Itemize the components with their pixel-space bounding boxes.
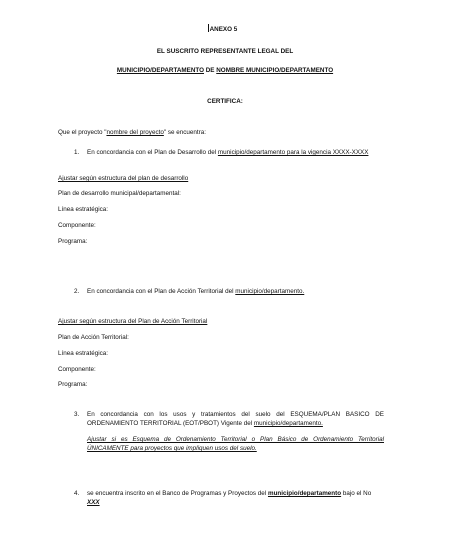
- section-2-line-1: Plan de Acción Territorial:: [58, 334, 129, 341]
- section-2-line-3: Componente:: [58, 366, 96, 373]
- section-1-line-1: Plan de desarrollo municipal/departamental:: [58, 190, 181, 197]
- item-3-note-2: ÚNICAMENTE para proyectos que impliquen usos del suelo.: [87, 445, 257, 452]
- section-2-heading: Ajustar según estructura del Plan de Acción Territorial: [58, 318, 208, 325]
- item-2-number: 2.: [74, 288, 80, 295]
- item-4-number: 4.: [74, 490, 80, 497]
- section-2-line-4: Programa:: [58, 381, 88, 388]
- section-2-line-2: Línea estratégica:: [58, 350, 109, 357]
- item-4-text: se encuentra inscrito en el Banco de Programas y Proyectos del municipio/departamento bajo el No: [87, 490, 372, 497]
- section-1-line-2: Línea estratégica:: [58, 206, 109, 213]
- item-2-text: En concordancia con el Plan de Acción Territorial del municipio/departamento.: [87, 288, 305, 295]
- section-1-line-4: Programa:: [58, 238, 88, 245]
- item-4-number-value: XXX: [87, 499, 100, 506]
- header-line-1: EL SUSCRITO REPRESENTANTE LEGAL DEL: [156, 48, 294, 55]
- item-3-line-1: En concordancia con los usos y tratamientos del suelo del ESQUEMA/PLAN BASICO DE: [87, 411, 384, 418]
- item-3-number: 3.: [74, 411, 80, 418]
- section-1-heading: Ajustar según estructura del plan de desarrollo: [58, 175, 189, 182]
- item-3-line-2: ORDENAMIENTO TERRITORIAL (EOT/PBOT) Vigente del municipio/departamento.: [87, 420, 323, 427]
- certifica-heading: CERTIFICA:: [207, 98, 243, 105]
- section-1-line-3: Componente:: [58, 222, 96, 229]
- item-1-text: En concordancia con el Plan de Desarrollo del municipio/departamento para la vigencia XXXX-XXXX: [87, 149, 369, 156]
- intro-line: Que el proyecto "nombre del proyecto" se encuentra:: [58, 129, 207, 136]
- item-1-number: 1.: [74, 149, 80, 156]
- annex-title: ANEXO 5: [209, 26, 238, 33]
- item-3-note-1: Ajustar si es Esquema de Ordenamiento Territorial o Plan Básico de Ordenamiento Territorial: [87, 436, 384, 443]
- header-line-2: MUNICIPIO/DEPARTAMENTO DE NOMBRE MUNICIPIO/DEPARTAMENTO: [116, 67, 334, 74]
- text-cursor: [208, 24, 209, 32]
